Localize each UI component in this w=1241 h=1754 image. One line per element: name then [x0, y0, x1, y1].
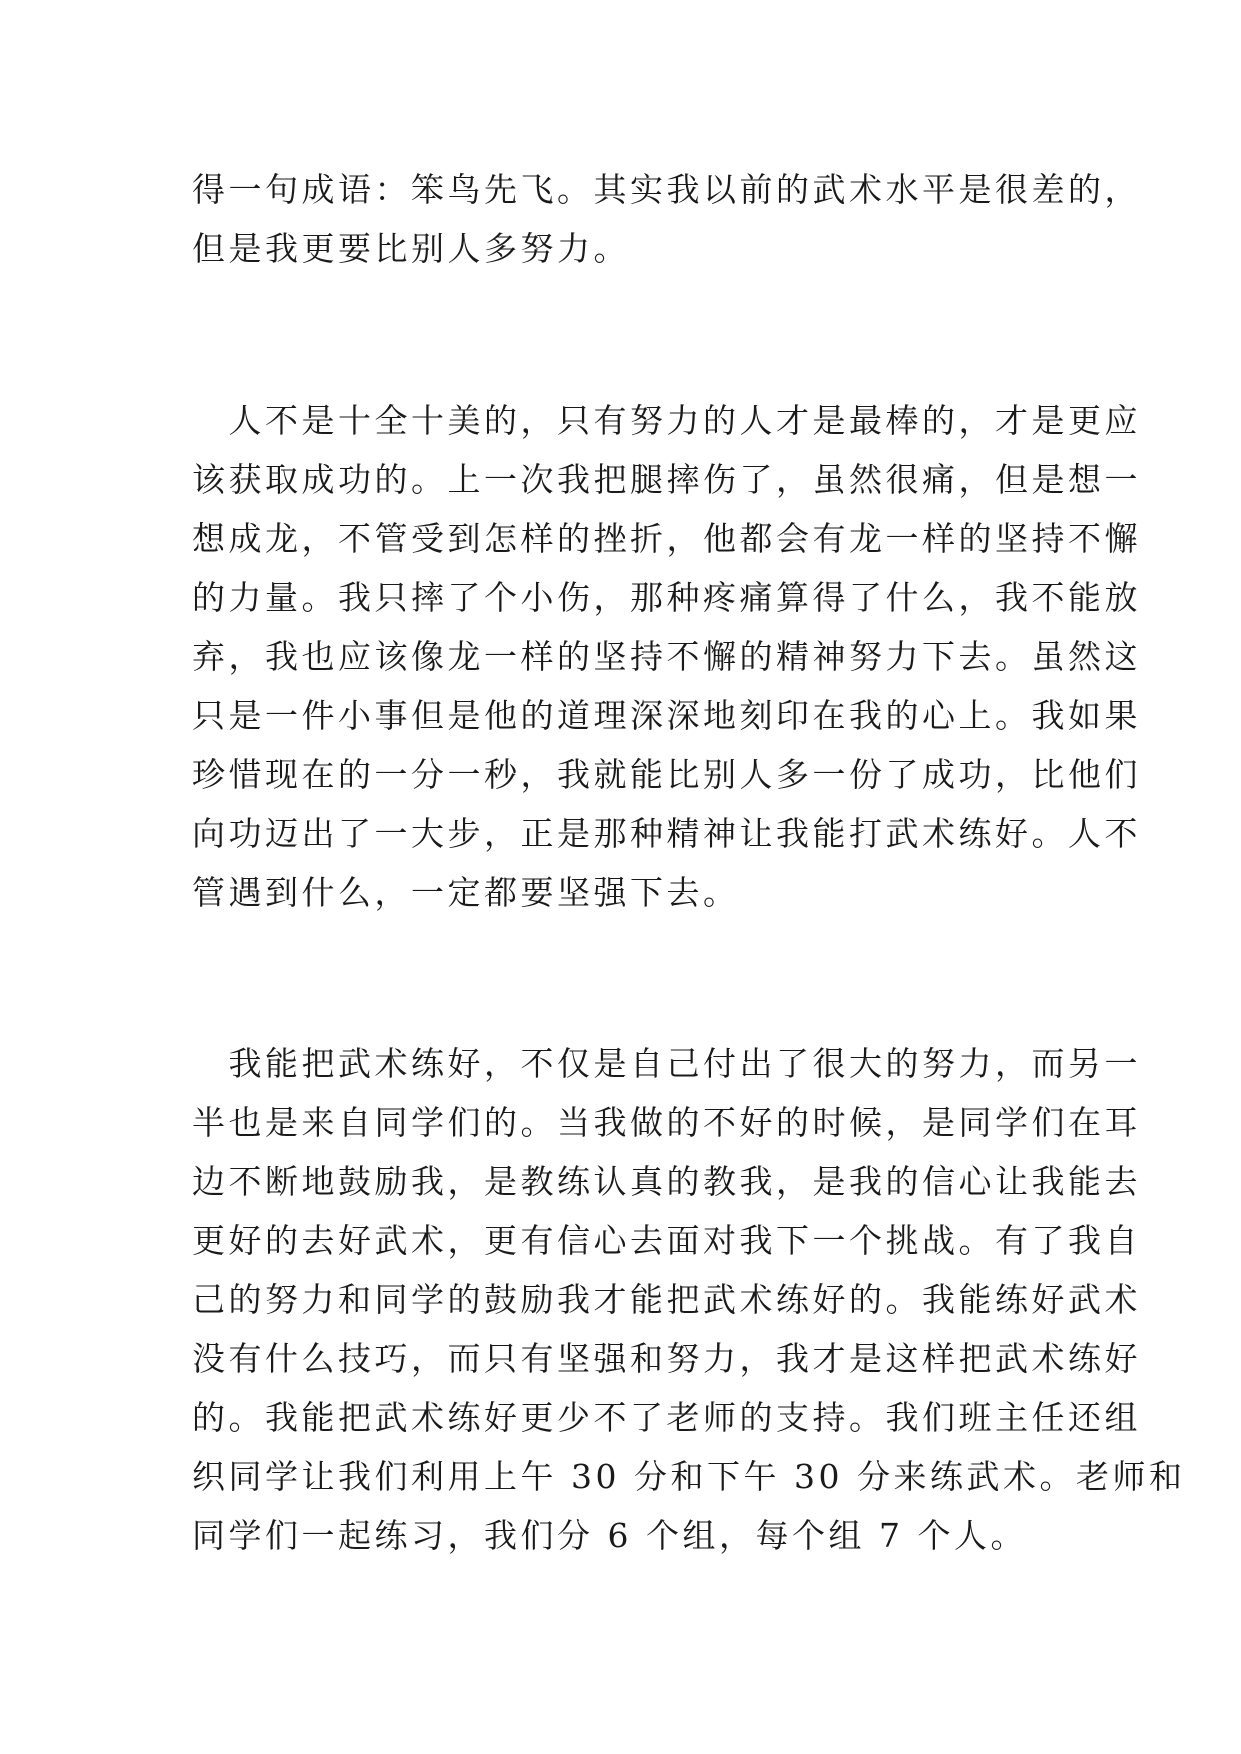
paragraph-line: 没有什么技巧，而只有坚强和努力，我才是这样把武术练好 [192, 1339, 1141, 1378]
paragraph-line: 管遇到什么，一定都要坚强下去。 [192, 873, 740, 912]
paragraph-1 [192, 160, 1141, 278]
paragraph-line: 己的努力和同学的鼓励我才能把武术练好的。我能练好武术 [192, 1280, 1141, 1319]
paragraph-line: 人不是十全十美的，只有努力的人才是最棒的，才是更应 [192, 401, 1141, 440]
paragraph-3 [192, 1034, 1186, 1565]
paragraph-line: 只是一件小事但是他的道理深深地刻印在我的心上。我如果 [192, 696, 1141, 735]
paragraph-line: 织同学让我们利用上午 30 分和下午 30 分来练武术。老师和 [192, 1457, 1186, 1496]
paragraph-2 [192, 391, 1141, 922]
paragraph-line: 得一句成语：笨鸟先飞。其实我以前的武术水平是很差的， [192, 170, 1141, 209]
paragraph-line: 半也是来自同学们的。当我做的不好的时候，是同学们在耳 [192, 1103, 1141, 1142]
paragraph-line: 同学们一起练习，我们分 6 个组，每个组 7 个人。 [192, 1516, 1027, 1555]
paragraph-line: 向功迈出了一大步，正是那种精神让我能打武术练好。人不 [192, 814, 1141, 853]
paragraph-line: 想成龙，不管受到怎样的挫折，他都会有龙一样的坚持不懈 [192, 519, 1141, 558]
paragraph-line: 更好的去好武术，更有信心去面对我下一个挑战。有了我自 [192, 1221, 1141, 1260]
paragraph-line: 珍惜现在的一分一秒，我就能比别人多一份了成功，比他们 [192, 755, 1141, 794]
paragraph-line: 边不断地鼓励我，是教练认真的教我，是我的信心让我能去 [192, 1162, 1141, 1201]
paragraph-line: 的力量。我只摔了个小伤，那种疼痛算得了什么，我不能放 [192, 578, 1141, 617]
paragraph-line: 该获取成功的。上一次我把腿摔伤了，虽然很痛，但是想一 [192, 460, 1141, 499]
paragraph-line: 但是我更要比别人多努力。 [192, 229, 630, 268]
paragraph-line: 我能把武术练好，不仅是自己付出了很大的努力，而另一 [192, 1044, 1141, 1083]
paragraph-line: 弃，我也应该像龙一样的坚持不懈的精神努力下去。虽然这 [192, 637, 1141, 676]
paragraph-line: 的。我能把武术练好更少不了老师的支持。我们班主任还组 [192, 1398, 1141, 1437]
